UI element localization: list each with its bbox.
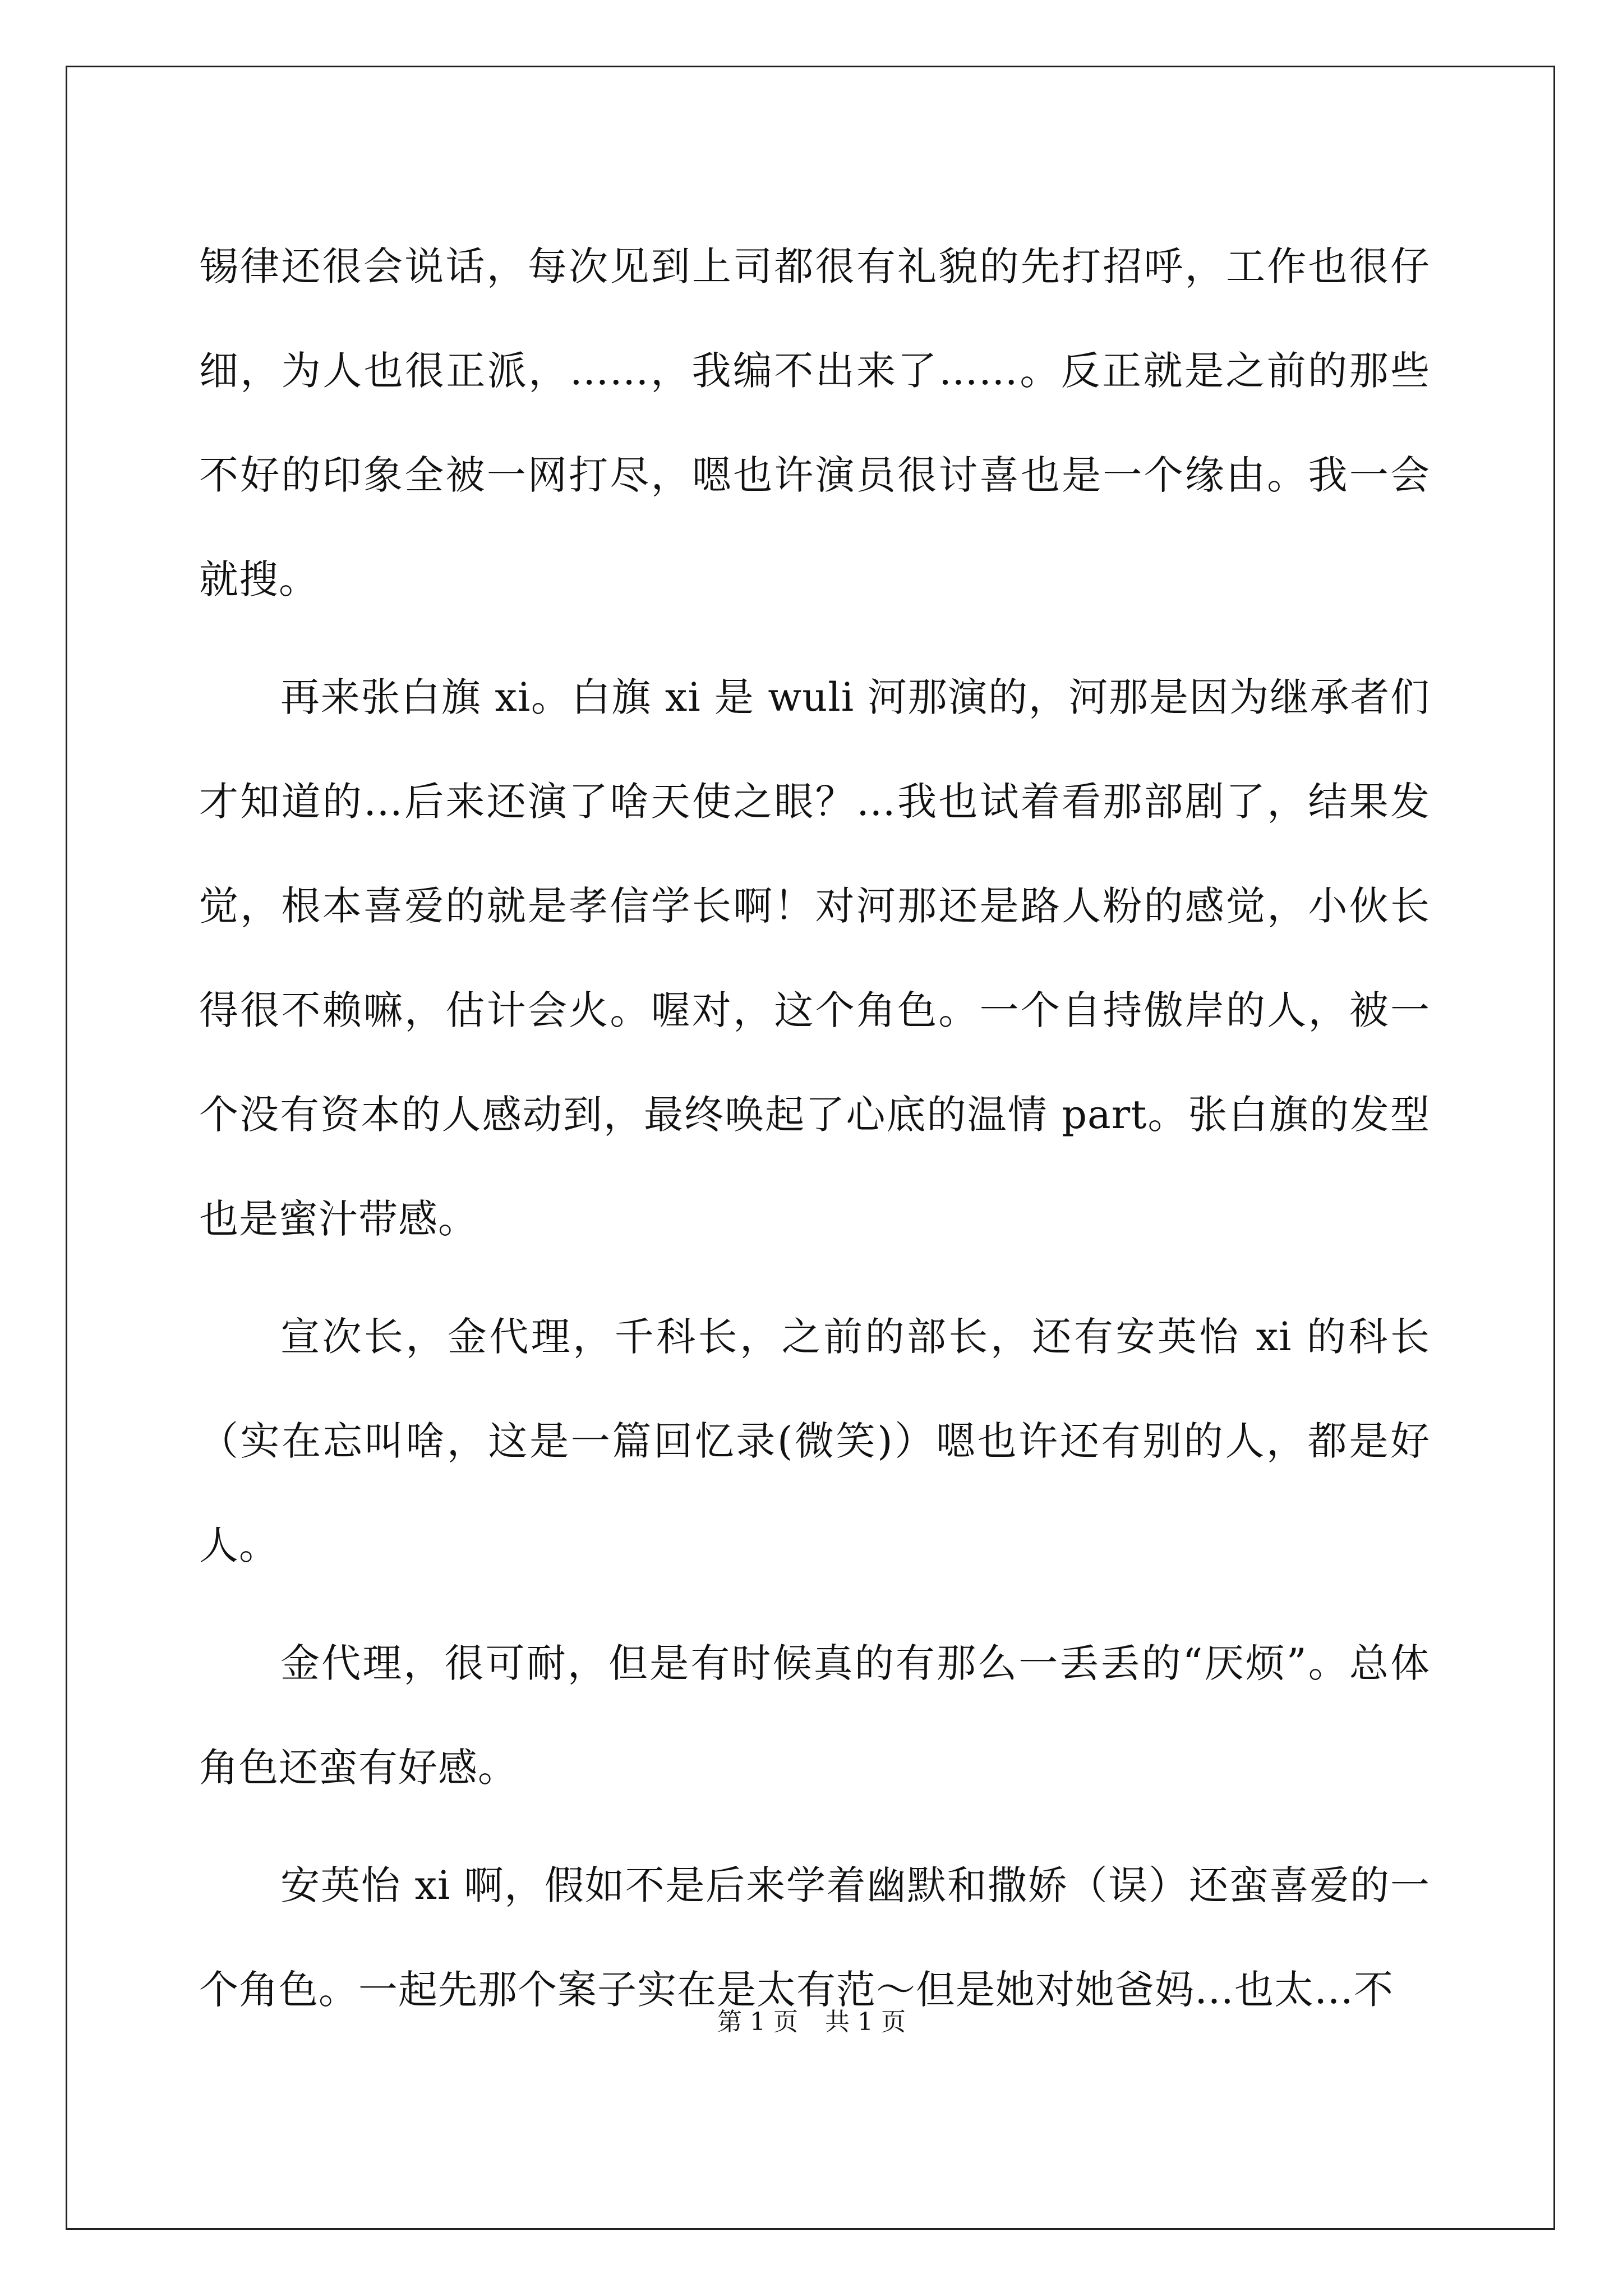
page-total: 共 1 页 [825,2008,906,2036]
page-footer [0,2005,1623,2039]
paragraph-4: 金代理，很可耐，但是有时候真的有那么一丢丢的“厌烦”。总体角色还蛮有好感。 [199,1640,1430,1791]
page-number: 第 1 页 [717,2008,798,2036]
paragraph-5: 安英怡 xi 啊，假如不是后来学着幽默和撒娇（误）还蛮喜爱的一个角色。一起先那个案子实在是太有范～但是她对她爸妈…也太…不 [199,1862,1430,2013]
paragraph-3: 宣次长，金代理，千科长，之前的部长，还有安英怡 xi 的科长（实在忘叫啥，这是一篇回忆录(微笑)）嗯也许还有别的人，都是好人。 [199,1314,1430,1568]
paragraph-2: 再来张白旗 xi。白旗 xi 是 wuli 河那演的，河那是因为继承者们才知道的…后来还演了啥天使之眼？…我也试着看那部剧了，结果发觉，根本喜爱的就是孝信学长啊！对河那还是路人粉的感觉，小伙长得很不赖嘛，估计会火。喔对，这个角色。一个自持傲岸的人，被一个没有资本的人感动到，最终唤起了心底的温情 part。张白旗的发型也是蜜汁带感。 [199,674,1430,1242]
document-body [199,214,1430,2055]
paragraph-1: 锡律还很会说话，每次见到上司都很有礼貌的先打招呼，工作也很仔细，为人也很正派，……，我编不出来了……。反正就是之前的那些不好的印象全被一网打尽，嗯也许演员很讨喜也是一个缘由。我一会就搜。 [199,243,1430,602]
